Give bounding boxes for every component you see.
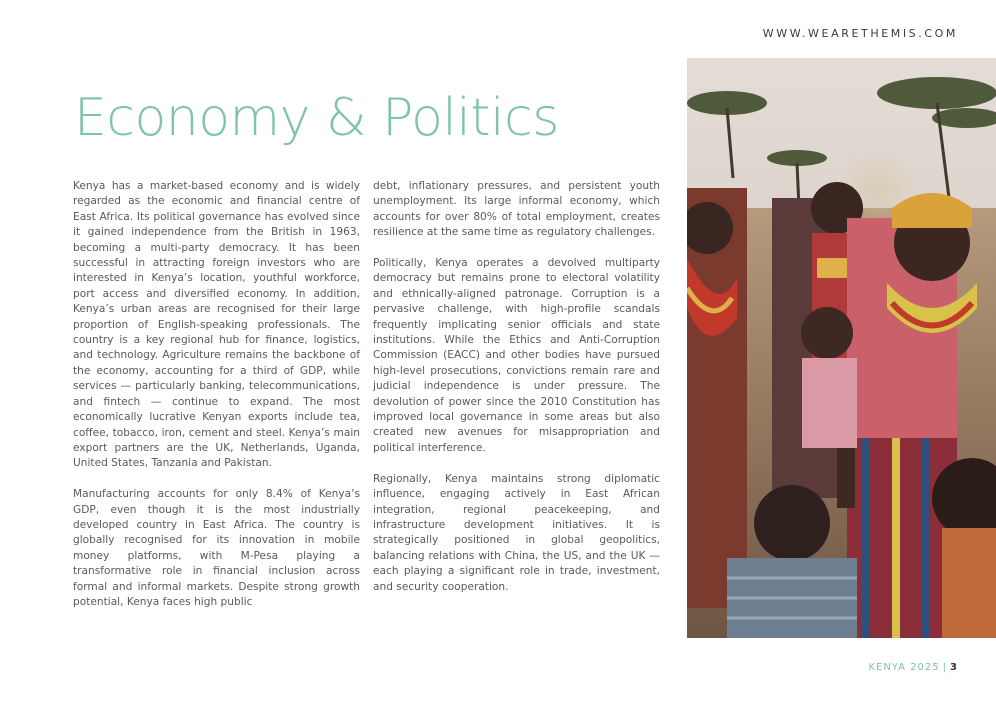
right-paragraph-2: Politically, Kenya operates a devolved multiparty democracy but remains prone to electoral volatility and ethnically-aligned patronage. Corruption is a pervasive challenge, with high-profile scandals frequently implicating senior officials and state institutions. While the Ethics and Anti-Corruption Commission (EACC) and other bodies have pursued high-level prosecutions, convictions remain rare and judicial independence is under pressure. The devolution of power since the 2010 Constitution has improved local governance in some areas but also created new avenues for misappropriation and political interference. xyxy=(373,257,660,454)
footer-document-label: KENYA 2025 xyxy=(868,662,940,673)
right-paragraph-1: debt, inflationary pressures, and persistent youth unemployment. Its large informal economy, which accounts for over 80% of total employment, creates resilience at the same time as regulatory challenges. xyxy=(373,180,660,239)
right-paragraph-3: Regionally, Kenya maintains strong diplomatic influence, engaging actively in East African integration, regional peacekeeping, and infrastructure development initiatives. It is strategically positioned in global geopolitics, balancing relations with China, the US, and the UK — each playing a significant role in trade, investment, and security cooperation. xyxy=(373,472,660,593)
left-paragraph-2: Manufacturing accounts for only 8.4% of Kenya’s GDP, even though it is the most industrially developed country in East Africa. The country is globally recognised for its innovation in mobile money platforms, with M-Pesa playing a transformative role in financial inclusion across formal and informal markets. Despite strong growth potential, Kenya faces high public xyxy=(73,488,360,608)
right-text-column xyxy=(373,179,660,610)
left-paragraph-1: Kenya has a market-based economy and is widely regarded as the economic and financial centre of East Africa. Its political governance has evolved since it gained independence from the British in 1963, becoming a multi-party democracy. It has been successful in attracting foreign investors who are interested in Kenya’s location, youthful workforce, port access and diversified economy. In addition, Kenya’s urban areas are recognised for their large proportion of English-speaking professionals. The country is a key regional hub for finance, logistics, and technology. Agriculture remains the backbone of the economy, accounting for a third of GDP, while services — particularly banking, telecommunications, and fintech — continue to expand. The most economically lucrative Kenyan exports include tea, coffee, tobacco, iron, cement and steel. Kenya’s main export partners are the UK, Netherlands, Uganda, United States, Tanzania and Pakistan. xyxy=(73,180,360,470)
page-title: Economy & Politics xyxy=(74,88,559,148)
maasai-women-photo xyxy=(687,58,996,638)
website-url: WWW.WEARETHEMIS.COM xyxy=(762,27,958,40)
left-text-column xyxy=(73,179,360,626)
page-footer xyxy=(868,662,958,673)
page-number: 3 xyxy=(950,662,958,673)
footer-separator: | xyxy=(942,662,948,673)
